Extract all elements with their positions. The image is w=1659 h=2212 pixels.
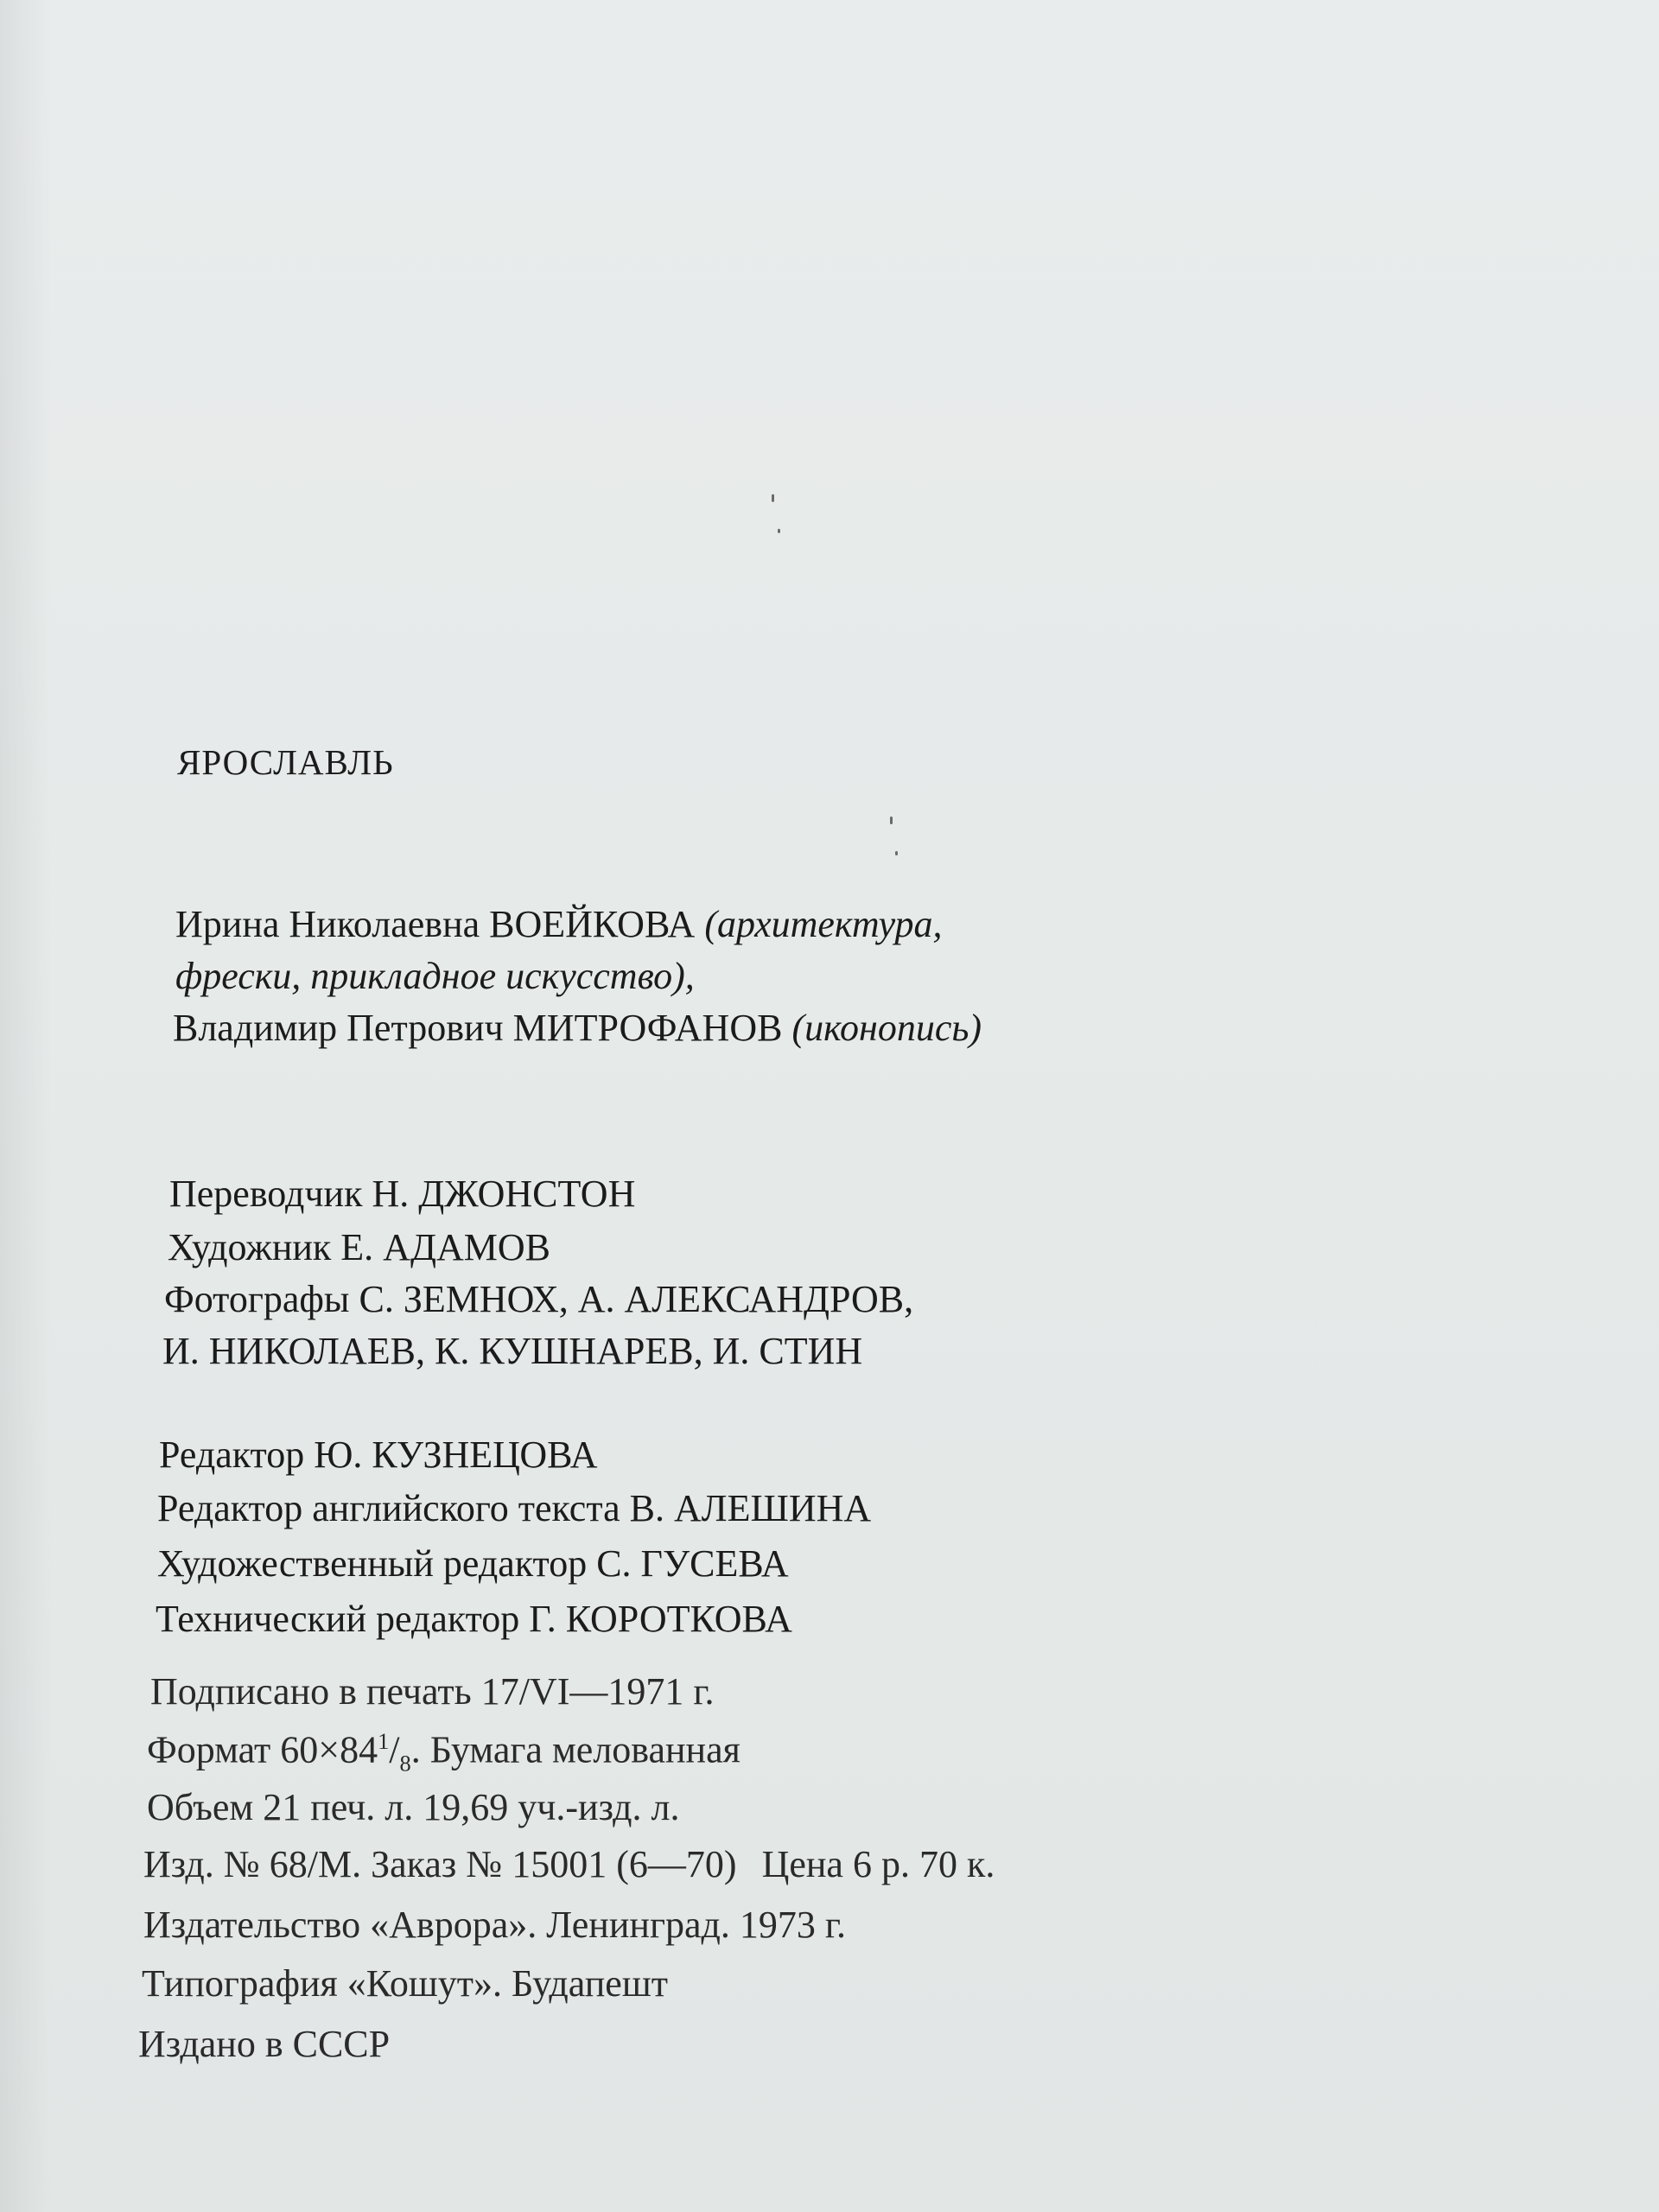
author-1-role: (архитектура, — [704, 903, 943, 945]
credit-translator: Переводчик Н. ДЖОНСТОН — [169, 1173, 636, 1215]
book-title: ЯРОСЛАВЛЬ — [177, 742, 394, 782]
page-speck — [895, 851, 898, 855]
colophon-order: Изд. № 68/М. Заказ № 15001 (6—70) — [143, 1843, 737, 1885]
format-slash: / — [389, 1728, 400, 1771]
colophon-order-line — [143, 1843, 995, 1885]
format-suffix: . Бумага мелованная — [410, 1728, 741, 1771]
author-2-role: (иконопись) — [791, 1007, 982, 1049]
editor-technical: Технический редактор Г. КОРОТКОВА — [156, 1598, 792, 1640]
editor-main: Редактор Ю. КУЗНЕЦОВА — [159, 1433, 598, 1476]
author-line-1 — [175, 903, 943, 945]
colophon-volume: Объем 21 печ. л. 19,69 уч.-изд. л. — [147, 1786, 680, 1828]
colophon-signed: Подписано в печать 17/VI—1971 г. — [150, 1670, 715, 1713]
credit-photographers: Фотографы С. ЗЕМНОХ, А. АЛЕКСАНДРОВ, — [164, 1278, 914, 1320]
author-line-2: фрески, прикладное искусство), — [175, 955, 695, 997]
editor-english: Редактор английского текста В. АЛЕШИНА — [157, 1487, 872, 1529]
author-line-3 — [173, 1009, 982, 1047]
page-speck — [890, 817, 893, 824]
colophon-issued: Издано в СССР — [138, 2023, 391, 2065]
editor-art: Художественный редактор С. ГУСЕВА — [157, 1542, 789, 1585]
credit-photographers-cont: И. НИКОЛАЕВ, К. КУШНАРЕВ, И. СТИН — [162, 1330, 863, 1372]
colophon-publisher: Издательство «Аврора». Ленинград. 1973 г. — [143, 1904, 846, 1946]
format-sub: 8 — [399, 1750, 411, 1777]
author-1-name: Ирина Николаевна ВОЕЙКОВА — [175, 903, 696, 945]
format-prefix: Формат 60×84 — [147, 1728, 378, 1771]
page-speck — [772, 494, 774, 502]
colophon-format — [147, 1730, 741, 1775]
author-2-name: Владимир Петрович МИТРОФАНОВ — [173, 1007, 783, 1049]
page-speck — [778, 529, 780, 533]
page-edge-shadow — [0, 0, 52, 2212]
credit-artist: Художник Е. АДАМОВ — [168, 1226, 550, 1268]
colophon-price: Цена 6 р. 70 к. — [761, 1843, 995, 1885]
colophon-printer: Типография «Кошут». Будапешт — [142, 1962, 668, 2005]
format-sup: 1 — [378, 1728, 390, 1754]
